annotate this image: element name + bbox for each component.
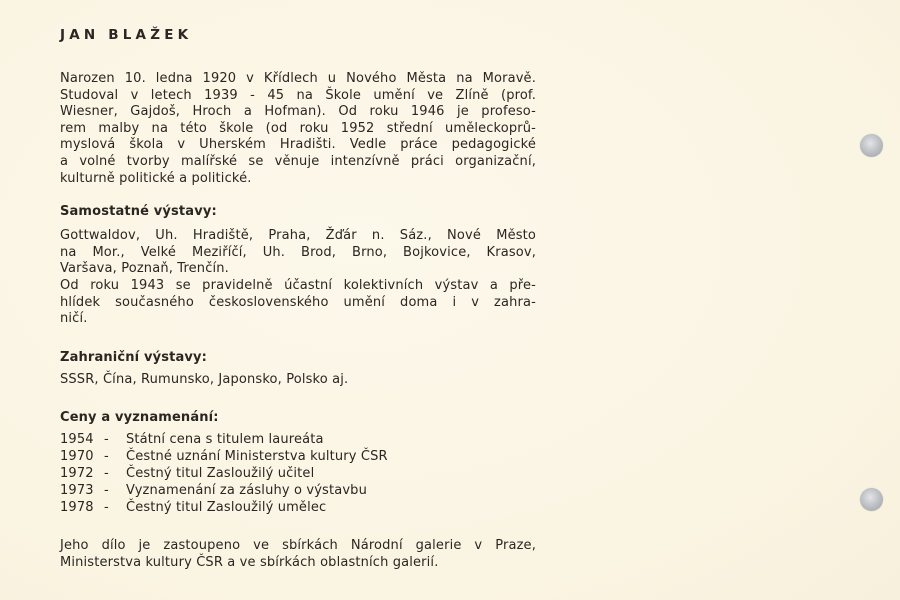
solo-exhibitions-heading: Samostatné výstavy:	[60, 204, 217, 220]
award-item	[60, 432, 536, 449]
award-year: 1972	[60, 465, 94, 481]
artist-name: JAN BLAŽEK	[60, 27, 193, 43]
awards-section	[60, 410, 536, 516]
award-title: Čestný titul Zasloužilý učitel	[126, 465, 315, 481]
award-dash: -	[104, 449, 109, 465]
award-year: 1978	[60, 499, 94, 515]
closing-line: Ministerstva kultury ČSR a ve sbírkách oblastních galerií.	[60, 554, 439, 570]
award-title: Vyznamenání za zásluhy o výstavbu	[126, 482, 367, 498]
bio-line: myslová škola v Uherském Hradišti. Vedle práce pedagogické	[60, 137, 536, 153]
award-dash: -	[104, 432, 109, 448]
punch-hole-icon	[860, 488, 883, 511]
solo-line: na Mor., Velké Meziříčí, Uh. Brod, Brno, Bojkovice, Krasov,	[60, 244, 536, 260]
bio-line: kulturně politické a politické.	[60, 170, 252, 186]
closing-line: Jeho dílo je zastoupeno ve sbírkách Národní galerie v Praze,	[60, 538, 536, 554]
solo-line: hlídek současného československého umění doma i v zahra-	[60, 294, 536, 310]
award-title: Státní cena s titulem laureáta	[126, 432, 324, 448]
solo-exhibitions-text	[60, 228, 536, 328]
award-item	[60, 449, 536, 466]
foreign-exhibitions-text: SSSR, Čína, Rumunsko, Japonsko, Polsko aj.	[60, 371, 349, 387]
bio-line: a volné tvorby malířské se věnuje intenzívně práci organizační,	[60, 153, 536, 169]
solo-line: Od roku 1943 se pravidelně účastní kolektivních výstav a pře-	[60, 277, 536, 293]
solo-line: ničí.	[60, 311, 88, 327]
bio-line: Studoval v letech 1939 - 45 na Škole umění ve Zlíně (prof.	[60, 87, 536, 103]
awards-list	[60, 432, 536, 516]
award-title: Čestné uznání Ministerstva kultury ČSR	[126, 449, 388, 465]
awards-heading: Ceny a vyznamenání:	[60, 410, 219, 426]
award-year: 1954	[60, 432, 94, 448]
bio-line: Narozen 10. ledna 1920 v Křídlech u Nového Města na Moravě.	[60, 71, 536, 86]
award-item	[60, 466, 536, 483]
foreign-exhibitions-heading: Zahraniční výstavy:	[60, 349, 207, 365]
bio-line: rem malby na této škole (od roku 1952 střední uměleckoprů-	[60, 120, 536, 136]
solo-line: Gottwaldov, Uh. Hradiště, Praha, Žďár n. Sáz., Nové Město	[60, 228, 536, 244]
award-dash: -	[104, 465, 109, 481]
award-item	[60, 500, 536, 517]
document-content	[60, 27, 536, 571]
biography-paragraph	[60, 71, 536, 187]
bio-line: Wiesner, Gajdoš, Hroch a Hofman). Od roku 1946 je profeso-	[60, 104, 536, 120]
award-year: 1973	[60, 482, 94, 498]
award-dash: -	[104, 499, 109, 515]
award-year: 1970	[60, 449, 94, 465]
award-dash: -	[104, 482, 109, 498]
collections-paragraph	[60, 538, 536, 571]
award-item	[60, 483, 536, 500]
award-title: Čestný titul Zasloužilý umělec	[126, 499, 327, 515]
solo-exhibitions-section	[60, 204, 536, 328]
punch-hole-icon	[860, 134, 883, 157]
solo-line: Varšava, Poznaň, Trenčín.	[60, 261, 229, 277]
foreign-exhibitions-section	[60, 350, 536, 389]
